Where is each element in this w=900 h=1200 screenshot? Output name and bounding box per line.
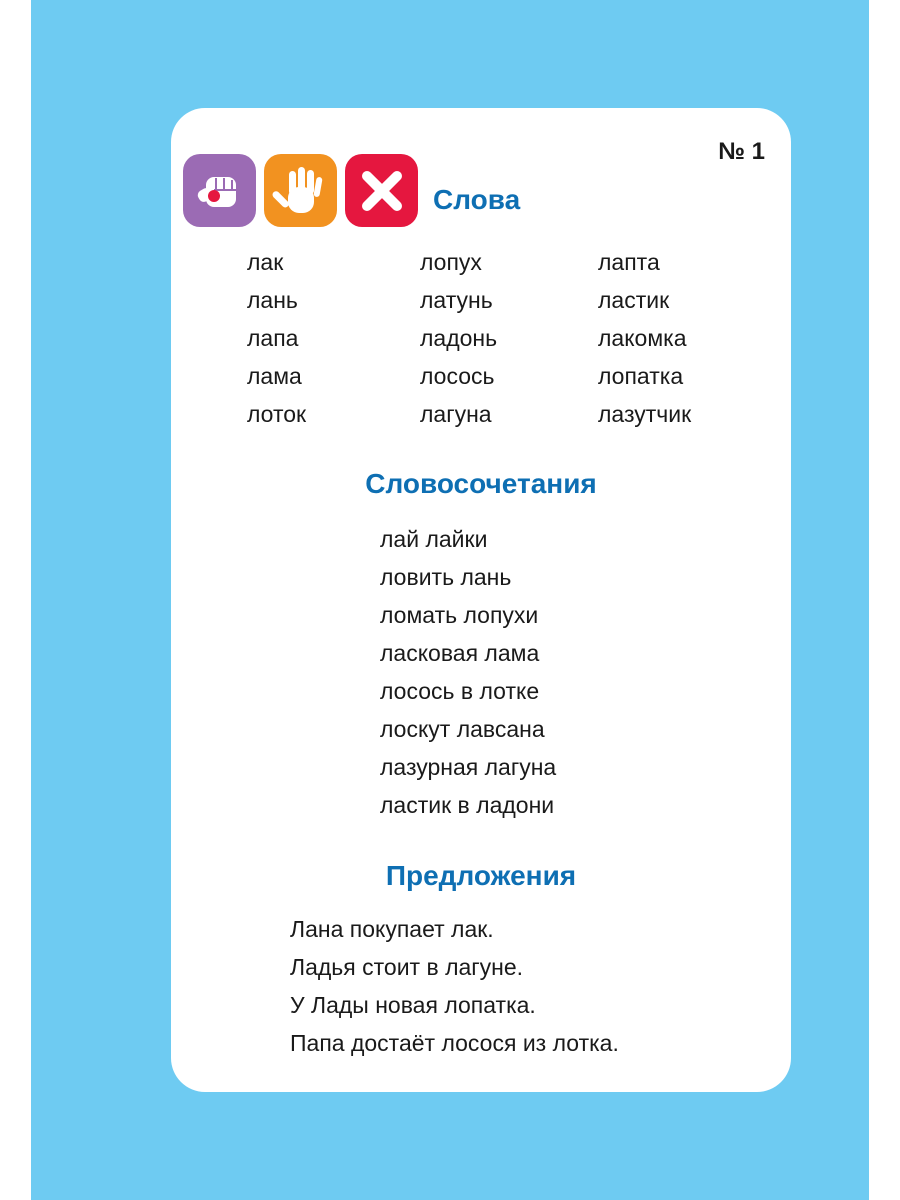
exercise-card (171, 108, 791, 1092)
word-item: лань (247, 287, 298, 313)
phrase-item: лосось в лотке (380, 678, 540, 704)
word-item: лоток (247, 401, 307, 427)
sentences-heading: Предложения (385, 860, 577, 891)
phrase-list (380, 524, 556, 828)
word-column (420, 247, 598, 437)
phrase-item: ломать лопухи (380, 602, 539, 628)
words-heading: Слова (433, 184, 521, 215)
sentence-list (290, 914, 619, 1066)
word-item: ластик (598, 287, 670, 313)
word-item: лак (247, 249, 284, 275)
phrase-item: лай лайки (380, 526, 488, 552)
phrase-item: ластик в ладони (380, 792, 555, 818)
phrase-item: ловить лань (380, 564, 512, 590)
word-item: лакомка (598, 325, 687, 351)
word-item: лопатка (598, 363, 684, 389)
sentence-item: Папа достаёт лосося из лотка. (290, 1030, 619, 1056)
card-number: № 1 (718, 138, 765, 165)
word-item: лопух (420, 249, 482, 275)
fist-icon (183, 154, 256, 227)
word-item: лама (247, 363, 302, 389)
word-item: лапта (598, 249, 660, 275)
word-item: лосось (420, 363, 495, 389)
phrase-item: лоскут лавсана (380, 716, 545, 742)
sentence-item: У Лады новая лопатка. (290, 992, 536, 1018)
word-item: лагуна (420, 401, 492, 427)
word-columns (247, 247, 691, 437)
phrase-item: лазурная лагуна (380, 754, 557, 780)
phrase-item: ласковая лама (380, 640, 540, 666)
gesture-icons (183, 154, 418, 227)
open-palm-icon (264, 154, 337, 227)
word-item: лапа (247, 325, 299, 351)
sentence-item: Ладья стоит в лагуне. (290, 954, 524, 980)
word-item: латунь (420, 287, 493, 313)
phrases-heading: Словосочетания (365, 468, 597, 499)
blue-background-panel (31, 0, 869, 1200)
word-item: лазутчик (598, 401, 692, 427)
word-column (598, 247, 691, 437)
word-item: ладонь (420, 325, 498, 351)
word-column (247, 247, 420, 437)
cross-icon (345, 154, 418, 227)
sentence-item: Лана покупает лак. (290, 916, 494, 942)
